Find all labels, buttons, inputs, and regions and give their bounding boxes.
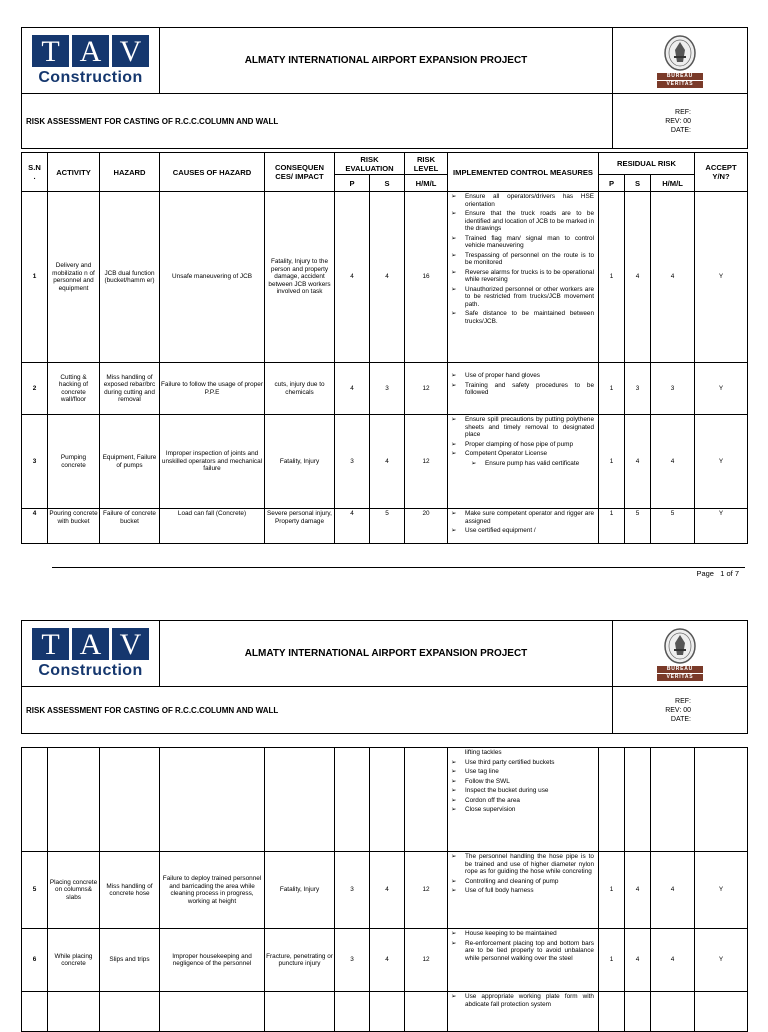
list-item: ➢ Trespassing of personnel on the route is to be monitored [451, 251, 595, 266]
tav-logo [22, 621, 159, 686]
logo-letter: V [112, 628, 149, 660]
col-header-residual-hml: H/M/L [651, 175, 695, 192]
cell-residual-p: 1 [599, 363, 625, 415]
cell-controls [448, 929, 599, 992]
cell-residual-level [651, 748, 695, 852]
cell-residual-level: 4 [651, 415, 695, 509]
project-title: ALMATY INTERNATIONAL AIRPORT EXPANSION PROJECT [160, 621, 613, 687]
cell-s: 4 [370, 415, 405, 509]
cell-sn: 5 [22, 852, 48, 929]
arrow-bullet-icon: ➢ [451, 372, 457, 379]
arrow-bullet-icon: ➢ [451, 510, 457, 517]
cell-p: 3 [335, 852, 370, 929]
logo-letter: T [32, 628, 69, 660]
arrow-bullet-icon: ➢ [451, 193, 457, 200]
cell-residual-s [625, 992, 651, 1032]
cell-s [370, 992, 405, 1032]
list-item: ➢ Training and safety procedures to be followed [451, 381, 595, 396]
cell-s: 3 [370, 363, 405, 415]
certification-seal-icon [663, 34, 697, 72]
cell-p: 4 [335, 509, 370, 544]
cell-causes [160, 992, 265, 1032]
table-row [22, 415, 748, 509]
arrow-bullet-icon: ➢ [451, 777, 457, 785]
arrow-bullet-icon: ➢ [451, 887, 457, 894]
col-header-p: P [335, 175, 370, 192]
col-header-controls: IMPLEMENTED CONTROL MEASURES [448, 153, 599, 192]
col-header-s: S [370, 175, 405, 192]
arrow-bullet-icon: ➢ [451, 234, 457, 242]
list-item: ➢ Ensure that the truck roads are to be identified and location of JCB to be marked in the drawings [451, 210, 595, 232]
cell-controls [448, 992, 599, 1032]
cell-level: 20 [405, 509, 448, 544]
risk-table-page1 [21, 152, 748, 544]
cell-sn: 3 [22, 415, 48, 509]
cell-residual-level: 3 [651, 363, 695, 415]
cell-level: 12 [405, 852, 448, 929]
cell-accept: Y [695, 192, 748, 363]
cell-residual-p [599, 748, 625, 852]
cell-controls [448, 363, 599, 415]
certification-seal-icon [663, 627, 697, 665]
cell-consequence [265, 992, 335, 1032]
cell-s: 4 [370, 852, 405, 929]
cell-activity [48, 748, 100, 852]
bureau-veritas-logo [613, 34, 747, 88]
arrow-bullet-icon: ➢ [451, 440, 457, 448]
cell-sn [22, 992, 48, 1032]
cell-consequence [265, 748, 335, 852]
cell-residual-level: 4 [651, 192, 695, 363]
list-item: ➢ Ensure spill precautions by putting polythene sheets and timely removal to designated place [451, 416, 595, 438]
cell-accept: Y [695, 415, 748, 509]
cell-consequence: Fatality, Injury [265, 852, 335, 929]
project-title: ALMATY INTERNATIONAL AIRPORT EXPANSION PROJECT [160, 28, 613, 94]
page-footer-divider [52, 567, 745, 568]
page-number: Page 1 of 7 [696, 569, 739, 578]
cell-consequence: Fracture, penetrating or puncture injury [265, 929, 335, 992]
bureau-veritas-logo [613, 627, 747, 681]
logo-letter: T [32, 35, 69, 67]
table-row [22, 363, 748, 415]
cell-p: 3 [335, 929, 370, 992]
list-item: ➢ Use third party certified buckets [451, 758, 555, 766]
list-item: ➢ Cordon off the area [451, 796, 520, 804]
cell-s [370, 748, 405, 852]
list-item: ➢ Ensure all operators/drivers has HSE orientation [451, 193, 595, 208]
arrow-bullet-icon: ➢ [451, 285, 457, 293]
col-header-risk-level: RISK LEVEL [405, 153, 448, 175]
cell-hazard: JCB dual function (bucket/hamm er) [100, 192, 160, 363]
list-item: ➢ Follow the SWL [451, 777, 510, 785]
cell-residual-s: 4 [625, 415, 651, 509]
ref-box [613, 687, 748, 734]
cell-activity: While placing concrete [48, 929, 100, 992]
table-row [22, 852, 748, 929]
cell-activity: Cutting & hacking of concrete wall/floor [48, 363, 100, 415]
cell-residual-p [599, 992, 625, 1032]
cell-activity [48, 992, 100, 1032]
list-item: ➢ Use of proper hand gloves [451, 372, 540, 379]
list-item: ➢ Competent Operator License [451, 450, 548, 457]
list-item: ➢ Re-enforcement placing top and bottom bars are to be tied properly to avoid unbalance while personnel walking over the steel [451, 939, 594, 962]
rev-label: REV: 00 [665, 117, 691, 125]
list-item: ➢ Proper clamping of hose pipe of pump [451, 440, 574, 448]
list-item: ➢ Inspect the bucket during use [451, 787, 549, 794]
cell-p: 4 [335, 363, 370, 415]
ref-label: REF: [675, 108, 691, 116]
cell-residual-level: 4 [651, 929, 695, 992]
cell-residual-s: 3 [625, 363, 651, 415]
arrow-bullet-icon: ➢ [451, 381, 457, 389]
cell-causes: Improper inspection of joints and unskilled operators and mechanical failure [160, 415, 265, 509]
col-header-causes: CAUSES OF HAZARD [160, 153, 265, 192]
col-header-consequences: CONSEQUEN CES/ IMPACT [265, 153, 335, 192]
cert-word-bottom: VERITAS [657, 674, 703, 681]
rev-label: REV: 00 [665, 706, 691, 714]
ref-box [613, 94, 748, 149]
arrow-bullet-icon: ➢ [451, 310, 457, 317]
cell-residual-s: 4 [625, 192, 651, 363]
arrow-bullet-icon: ➢ [451, 768, 457, 775]
arrow-bullet-icon: ➢ [451, 806, 457, 813]
col-header-activity: ACTIVITY [48, 153, 100, 192]
cell-level [405, 748, 448, 852]
date-label: DATE: [670, 126, 691, 134]
logo-cell [22, 28, 160, 94]
cell-causes: Failure to deploy trained personnel and barricading the area while cleaning process in progress, working at height [160, 852, 265, 929]
list-item: ➢ The personnel handling the hose pipe is to be trained and use of higher diameter nylon rope as for guiding the hose while concreting [451, 853, 594, 875]
arrow-bullet-icon: ➢ [451, 268, 457, 276]
cell-causes: Unsafe maneuvering of JCB [160, 192, 265, 363]
cell-causes [160, 748, 265, 852]
list-item: ➢ Make sure competent operator and rigger are assigned [451, 510, 595, 525]
col-header-residual-p: P [599, 175, 625, 192]
logo-subtitle: Construction [38, 662, 143, 679]
cell-residual-s: 5 [625, 509, 651, 544]
logo-letter: A [72, 35, 109, 67]
arrow-bullet-icon: ➢ [451, 251, 457, 259]
cell-residual-s: 4 [625, 929, 651, 992]
cell-activity: Pumping concrete [48, 415, 100, 509]
cell-residual-level: 5 [651, 509, 695, 544]
cell-p [335, 748, 370, 852]
cell-activity: Pouring concrete with bucket [48, 509, 100, 544]
cell-residual-level [651, 992, 695, 1032]
list-item: ➢ Reverse alarms for trucks is to be operational while reversing [451, 268, 595, 283]
cell-residual-p: 1 [599, 509, 625, 544]
cell-controls [448, 415, 599, 509]
col-header-accept: ACCEPT Y/N? [695, 153, 748, 192]
logo-letter: V [112, 35, 149, 67]
cell-hazard [100, 992, 160, 1032]
arrow-bullet-icon: ➢ [451, 450, 457, 457]
cell-accept: Y [695, 852, 748, 929]
cell-s: 4 [370, 929, 405, 992]
cell-sn: 2 [22, 363, 48, 415]
cell-causes: Improper housekeeping and negligence of the personnel [160, 929, 265, 992]
list-item: ➢ Close supervision [451, 806, 516, 813]
cell-sn: 4 [22, 509, 48, 544]
cell-accept: Y [695, 929, 748, 992]
list-item: ➢ Use certified equipment / [451, 527, 536, 534]
list-item: ➢ House keeping to be maintained [451, 930, 557, 937]
cell-residual-s [625, 748, 651, 852]
cell-residual-p: 1 [599, 415, 625, 509]
arrow-bullet-icon: ➢ [471, 459, 477, 467]
cell-p [335, 992, 370, 1032]
list-item: ➢ Controlling and cleaning of pump [451, 877, 559, 885]
cert-word-bottom: VERITAS [657, 81, 703, 88]
cell-controls [448, 748, 599, 852]
cell-consequence: Severe personal injury, Property damage [265, 509, 335, 544]
arrow-bullet-icon: ➢ [451, 930, 457, 937]
ref-label: REF: [675, 697, 691, 705]
cell-p: 4 [335, 192, 370, 363]
cell-residual-p: 1 [599, 929, 625, 992]
arrow-bullet-icon: ➢ [451, 527, 457, 534]
cell-residual-p: 1 [599, 852, 625, 929]
cell-hazard [100, 748, 160, 852]
col-header-hml: H/M/L [405, 175, 448, 192]
cert-word-top: BUREAU [657, 666, 703, 673]
col-header-sn: S.N . [22, 153, 48, 192]
list-item: ➢ Safe distance to be maintained between trucks/JCB. [451, 310, 595, 325]
risk-assessment-title: RISK ASSESSMENT FOR CASTING OF R.C.C.COLUMN AND WALL [22, 94, 613, 149]
cell-level: 12 [405, 415, 448, 509]
col-header-residual-s: S [625, 175, 651, 192]
risk-table-page2 [21, 747, 748, 1032]
cell-level: 12 [405, 363, 448, 415]
tav-logo [22, 28, 159, 93]
cell-level: 16 [405, 192, 448, 363]
list-item: ➢ Use tag line [451, 768, 499, 775]
cell-activity: Delivery and mobilizatio n of personnel and equipment [48, 192, 100, 363]
cell-residual-p: 1 [599, 192, 625, 363]
page2-header [21, 620, 748, 734]
arrow-bullet-icon: ➢ [451, 993, 457, 1000]
cell-sn [22, 748, 48, 852]
arrow-bullet-icon: ➢ [451, 210, 457, 217]
cell-level [405, 992, 448, 1032]
page1-header [21, 27, 748, 149]
cell-causes: Load can fall (Concrete) [160, 509, 265, 544]
arrow-bullet-icon: ➢ [451, 758, 457, 766]
cell-accept [695, 992, 748, 1032]
cell-level: 12 [405, 929, 448, 992]
cell-hazard: Slips and trips [100, 929, 160, 992]
cell-s: 4 [370, 192, 405, 363]
arrow-bullet-icon: ➢ [451, 877, 457, 885]
cell-causes: Failure to follow the usage of proper P.P.E [160, 363, 265, 415]
cell-p: 3 [335, 415, 370, 509]
cell-consequence: Fatality, Injury to the person and property damage, accident between JCB workers involved on task [265, 192, 335, 363]
cell-sn: 1 [22, 192, 48, 363]
cell-consequence: Fatality, Injury [265, 415, 335, 509]
certification-cell [613, 28, 748, 94]
col-header-risk-evaluation: RISK EVALUATION [335, 153, 405, 175]
logo-cell [22, 621, 160, 687]
arrow-bullet-icon: ➢ [451, 853, 457, 860]
cell-hazard: Miss handling of exposed rebar/brc during cutting and removal [100, 363, 160, 415]
cell-residual-level: 4 [651, 852, 695, 929]
cell-activity: Placing concrete on columns& slabs [48, 852, 100, 929]
table-row [22, 509, 748, 544]
cell-hazard: Equipment, Failure of pumps [100, 415, 160, 509]
cell-hazard: Failure of concrete bucket [100, 509, 160, 544]
arrow-bullet-icon: ➢ [451, 416, 457, 423]
cell-controls [448, 192, 599, 363]
cell-accept [695, 748, 748, 852]
list-item: ➢ Use of full body harness [451, 887, 534, 894]
cell-accept: Y [695, 363, 748, 415]
cell-consequence: cuts, injury due to chemicals [265, 363, 335, 415]
list-item: ➢ Trained flag man/ signal man to control vehicle maneuvering [451, 234, 595, 249]
cell-controls [448, 509, 599, 544]
cell-controls [448, 852, 599, 929]
cell-residual-s: 4 [625, 852, 651, 929]
list-item: ➢ Ensure pump has valid certificate [471, 459, 580, 467]
cell-accept: Y [695, 509, 748, 544]
table-row [22, 992, 748, 1032]
list-item: ➢ Use appropriate working plate form with abdicate fall protection system [451, 993, 594, 1008]
table-row-continued [22, 748, 748, 852]
arrow-bullet-icon: ➢ [451, 939, 457, 947]
table-row [22, 929, 748, 992]
cell-s: 5 [370, 509, 405, 544]
cell-hazard: Miss handling of concrete hose [100, 852, 160, 929]
certification-cell [613, 621, 748, 687]
date-label: DATE: [670, 715, 691, 723]
logo-letter: A [72, 628, 109, 660]
list-item-continued: lifting tackles [465, 749, 502, 756]
list-item: ➢ Unauthorized personnel or other workers are to be restricted from trucks/JCB movement path. [451, 285, 595, 308]
table-row [22, 192, 748, 363]
logo-subtitle: Construction [38, 69, 143, 86]
arrow-bullet-icon: ➢ [451, 796, 457, 804]
cert-word-top: BUREAU [657, 73, 703, 80]
cell-sn: 6 [22, 929, 48, 992]
col-header-residual-risk: RESIDUAL RISK [599, 153, 695, 175]
risk-assessment-title: RISK ASSESSMENT FOR CASTING OF R.C.C.COLUMN AND WALL [22, 687, 613, 734]
arrow-bullet-icon: ➢ [451, 787, 457, 794]
col-header-hazard: HAZARD [100, 153, 160, 192]
